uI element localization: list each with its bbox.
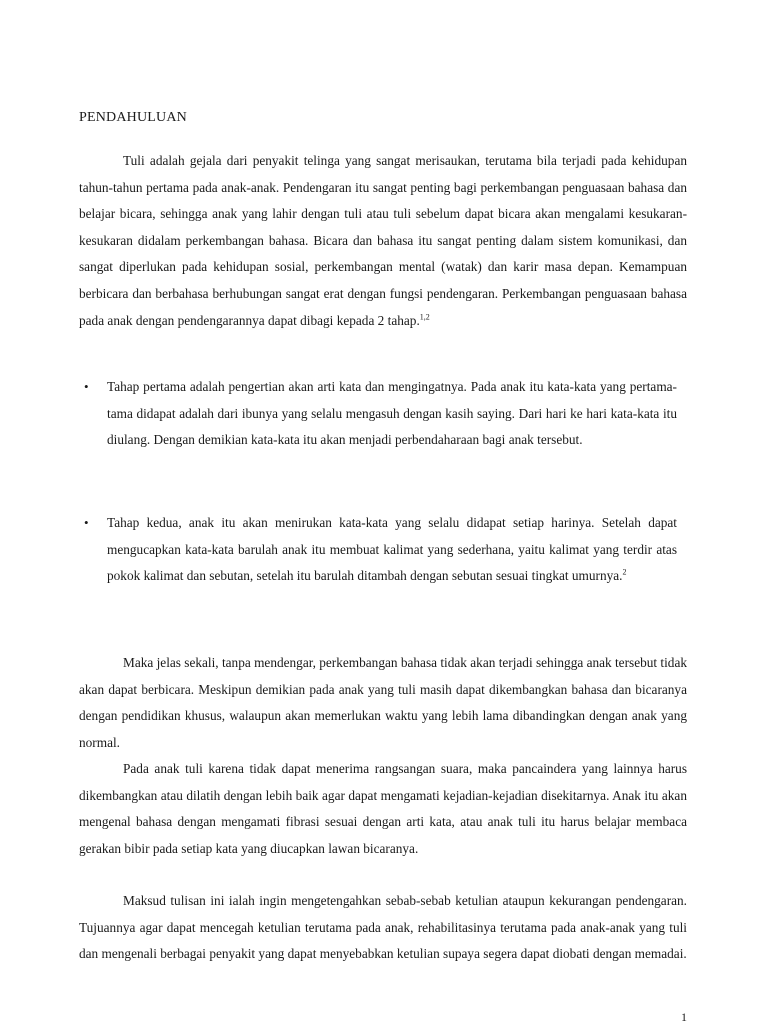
page-number: 1 bbox=[681, 1010, 687, 1024]
body-paragraph-1: Maka jelas sekali, tanpa mendengar, perkembangan bahasa tidak akan terjadi sehingga anak tersebut tidak akan dapat berbicara. Meskipun demikian pada anak yang tuli masih dapat dikembangkan bahasa dan bicaranya dengan pendidikan khusus, walaupun akan memerlukan waktu yang lebih lama dibandingkan dengan anak yang normal. bbox=[79, 655, 687, 750]
bullet-icon: • bbox=[84, 515, 89, 530]
body-paragraph-3: Maksud tulisan ini ialah ingin mengetengahkan sebab-sebab ketulian ataupun kekurangan pendengaran. Tujuannya agar dapat mencegah ketulian terutama pada anak, rehabilitasinya terutama pada anak-anak yang tuli dan mengenali berbagai penyakit yang dapat menyebabkan ketulian supaya segera dapat diobati dengan memadai. bbox=[79, 893, 687, 962]
body-paragraph-2: Pada anak tuli karena tidak dapat menerima rangsangan suara, maka pancaindera yang lainnya harus dikembangkan atau dilatih dengan lebih baik agar dapat mengamati kejadian-kejadian disekitarnya. Anak itu akan mengenal bahasa dengan mengamati fibrasi sesuai dengan arti kata, atau anak tuli itu harus belajar membaca gerakan bibir pada setiap kata yang diucapkan lawan bicaranya. bbox=[79, 761, 687, 856]
bullet-2-citation: 2 bbox=[622, 567, 627, 577]
intro-text: Tuli adalah gejala dari penyakit telinga yang sangat merisaukan, terutama bila terjadi pada kehidupan tahun-tahun pertama pada anak-anak. Pendengaran itu sangat penting bagi perkembangan penguasaan bahasa dan belajar bicara, sehingga anak yang lahir dengan tuli atau tuli sebelum dapat bicara akan mengalami kesukaran-kesukaran didalam perkembangan bahasa. Bicara dan bahasa itu sangat penting dalam sistem komunikasi, dan sangat diperlukan pada kehidupan sosial, perkembangan mental (watak) dan karir masa depan. Kemampuan berbicara dan berbahasa berhubungan sangat erat dengan fungsi pendengaran. Perkembangan penguasaan bahasa pada anak dengan pendengarannya dapat dibagi kepada 2 tahap. bbox=[79, 153, 687, 328]
intro-citation: 1,2 bbox=[419, 312, 430, 322]
bullet-2-text: Tahap kedua, anak itu akan menirukan kata-kata yang selalu didapat setiap harinya. Setelah dapat mengucapkan kata-kata barulah anak itu membuat kalimat yang sederhana, yaitu kalimat yang terdir atas pokok kalimat dan sebutan, setelah itu barulah ditambah dengan sebutan sesuai tingkat umurnya. bbox=[107, 515, 677, 584]
bullet-icon: • bbox=[84, 379, 89, 394]
intro-paragraph bbox=[79, 148, 687, 334]
bullet-text-1 bbox=[107, 374, 677, 454]
bullet-1-text: Tahap pertama adalah pengertian akan arti kata dan mengingatnya. Pada anak itu kata-kata yang pertama-tama didapat adalah dari ibunya yang selalu mengasuh dengan kasih saying. Dari hari ke hari kata-kata itu diulang. Dengan demikian kata-kata itu akan menjadi perbendaharaan bagi anak tersebut. bbox=[107, 379, 677, 448]
bullet-item-1 bbox=[79, 374, 699, 454]
section-heading: PENDAHULUAN bbox=[79, 110, 187, 125]
bullet-item-2 bbox=[79, 510, 699, 590]
bullet-text-2 bbox=[107, 510, 677, 590]
